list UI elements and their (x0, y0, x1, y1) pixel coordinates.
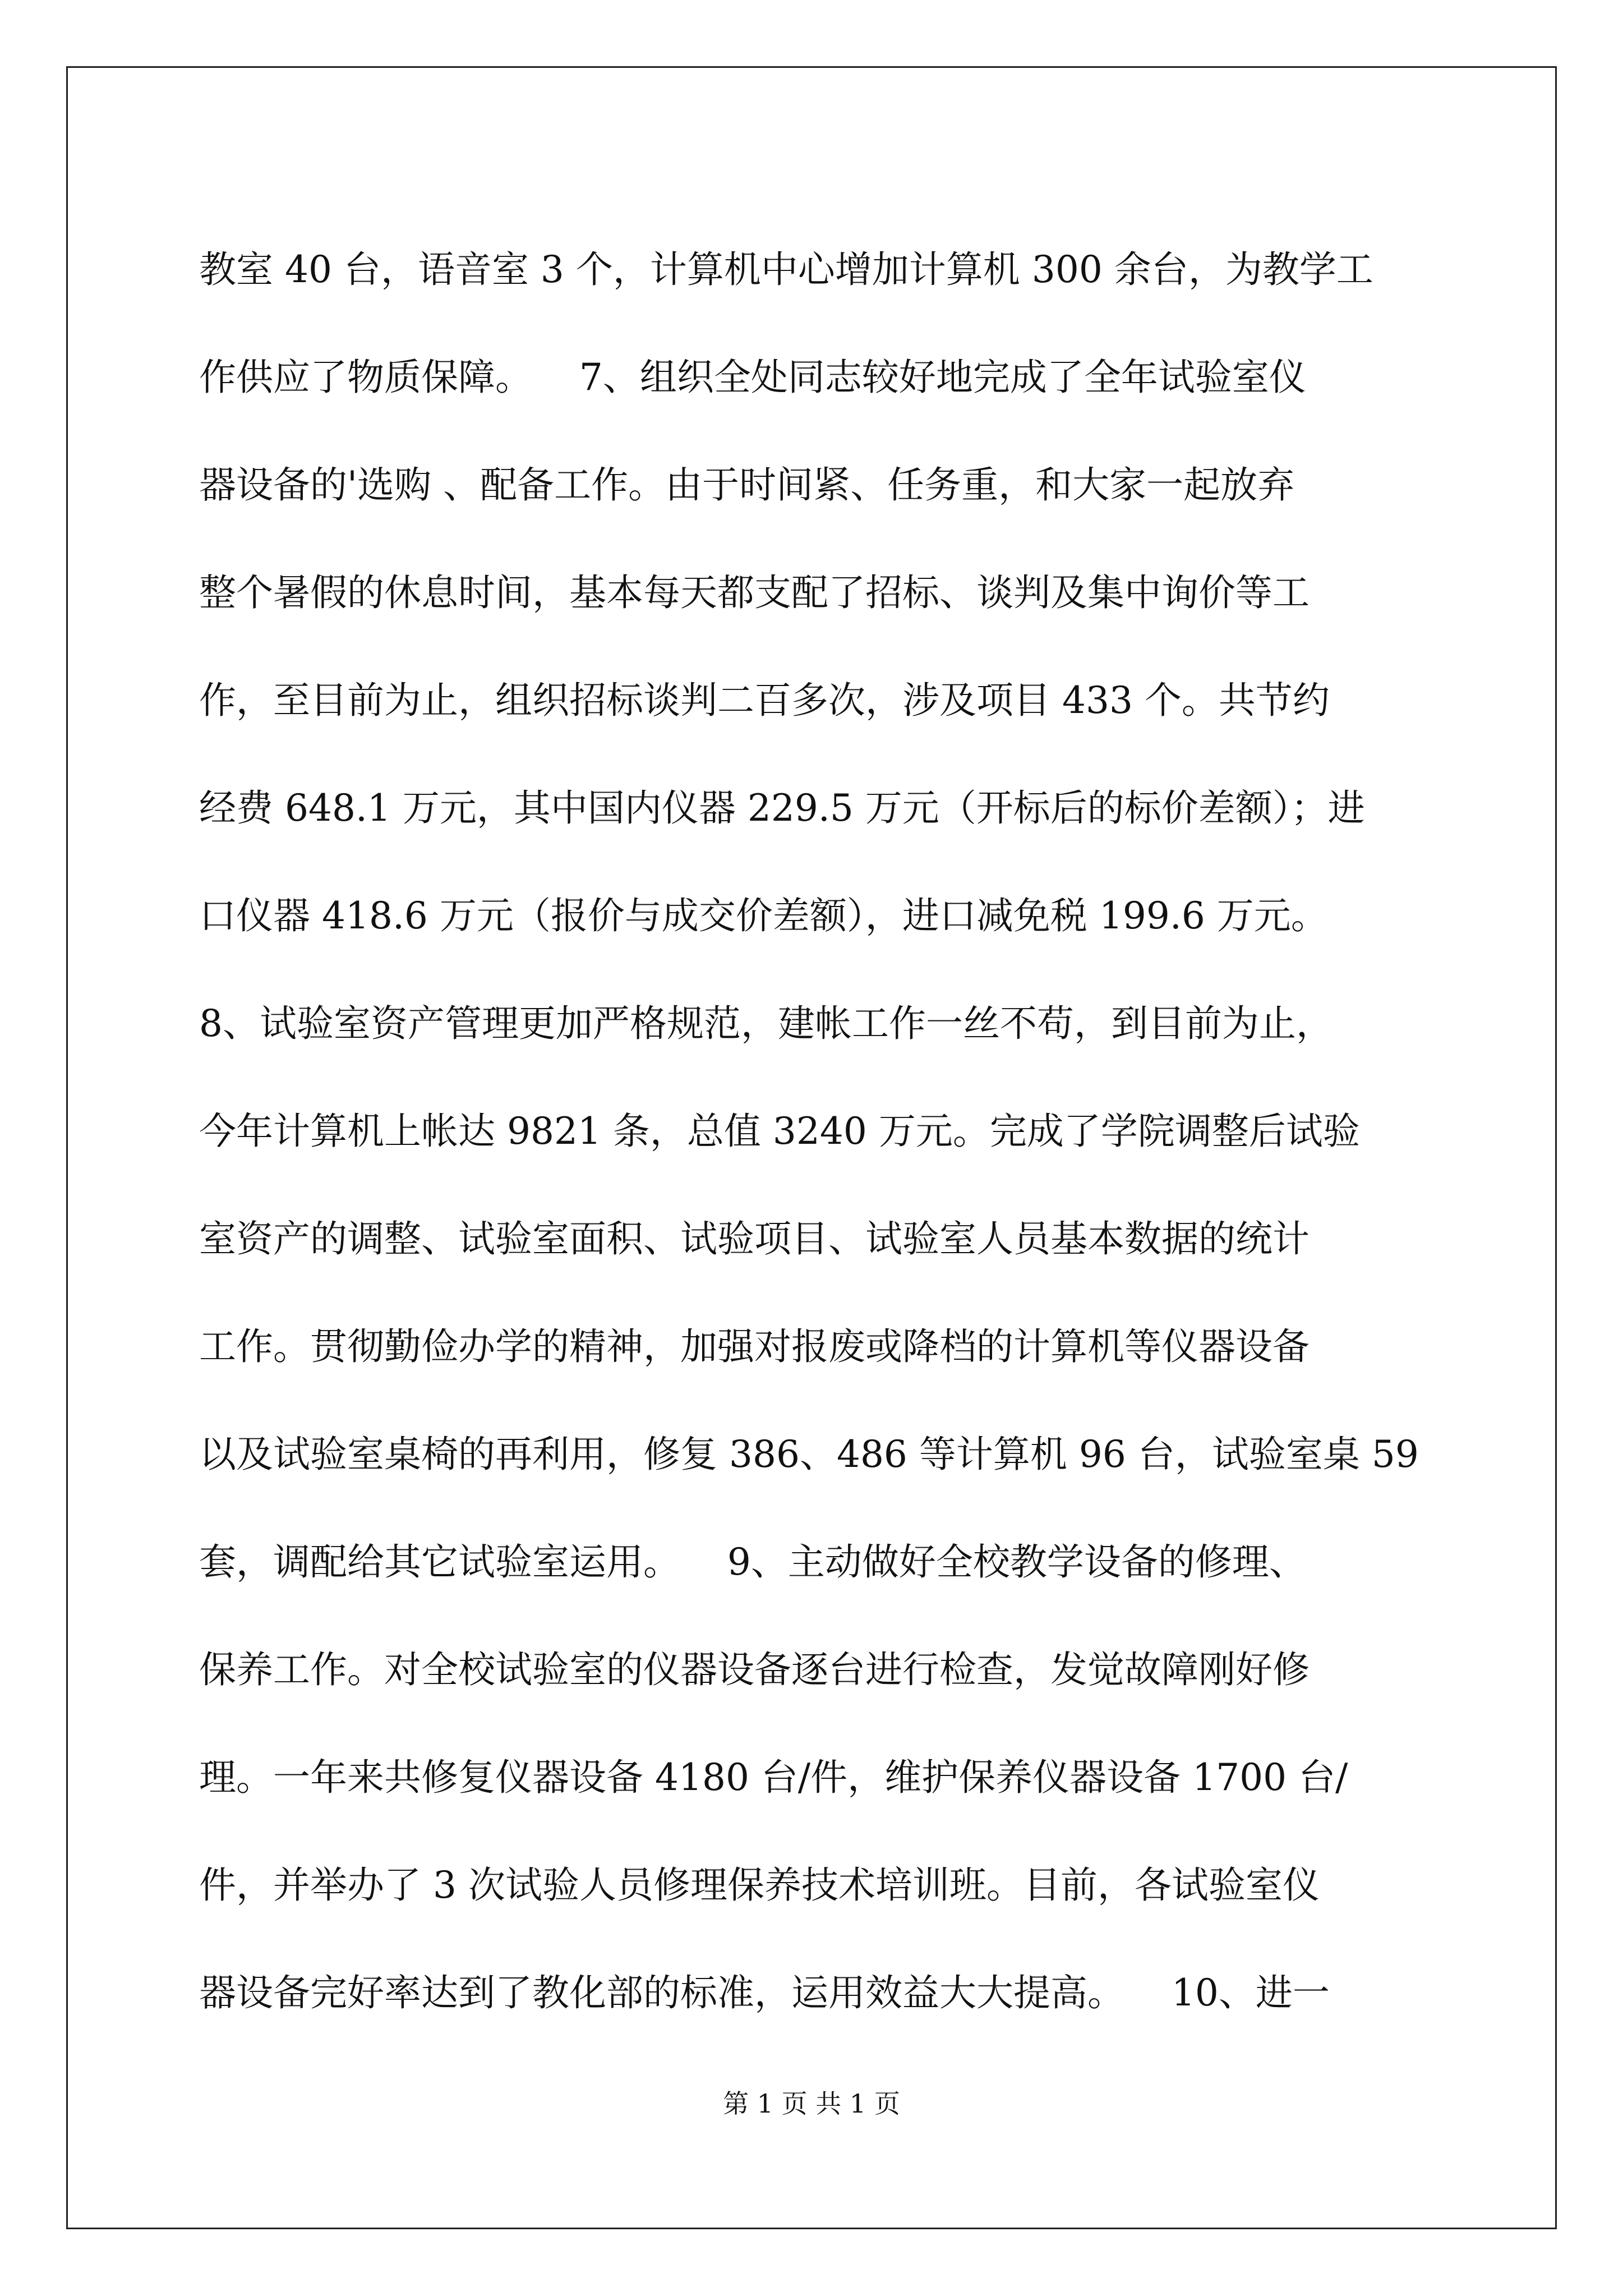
document-body (199, 216, 1433, 2047)
text-line: 口仪器 418.6 万元（报价与成交价差额），进口减免税 199.6 万元。 (199, 894, 1328, 937)
text-line: 教室 40 台，语音室 3 个，计算机中心增加计算机 300 余台，为教学工 (199, 248, 1373, 291)
text-line: 以及试验室桌椅的再利用，修复 386、486 等计算机 96 台，试验室桌 59 (199, 1433, 1419, 1476)
text-line: 8、试验室资产管理更加严格规范，建帐工作一丝不苟，到目前为止， (199, 1002, 1333, 1045)
text-line: 作供应了物质保障。 7、组织全处同志较好地完成了全年试验室仪 (199, 356, 1306, 399)
text-line: 今年计算机上帐达 9821 条，总值 3240 万元。完成了学院调整后试验 (199, 1110, 1360, 1153)
page-footer: 第 1 页 共 1 页 (723, 2088, 900, 2119)
text-line: 整个暑假的休息时间，基本每天都支配了招标、谈判及集中询价等工 (199, 571, 1310, 614)
text-line: 套，调配给其它试验室运用。 9、主动做好全校教学设备的修理、 (199, 1540, 1306, 1584)
text-line: 器设备的'选购 、配备工作。由于时间紧、任务重，和大家一起放弃 (199, 463, 1295, 507)
text-line: 室资产的调整、试验室面积、试验项目、试验室人员基本数据的统计 (199, 1217, 1310, 1260)
text-line: 器设备完好率达到了教化部的标准，运用效益大大提高。 10、进一 (199, 1971, 1330, 2014)
text-line: 保养工作。对全校试验室的仪器设备逐台进行检查，发觉故障刚好修 (199, 1648, 1310, 1691)
text-line: 理。一年来共修复仪器设备 4180 台/件，维护保养仪器设备 1700 台/ (199, 1756, 1348, 1799)
text-line: 工作。贯彻勤俭办学的精神，加强对报废或降档的计算机等仪器设备 (199, 1325, 1310, 1368)
text-line: 件，并举办了 3 次试验人员修理保养技术培训班。目前，各试验室仪 (199, 1864, 1320, 1907)
text-line: 作，至目前为止，组织招标谈判二百多次，涉及项目 433 个。共节约 (199, 679, 1330, 722)
text-line: 经费 648.1 万元，其中国内仪器 229.5 万元（开标后的标价差额）；进 (199, 786, 1365, 830)
